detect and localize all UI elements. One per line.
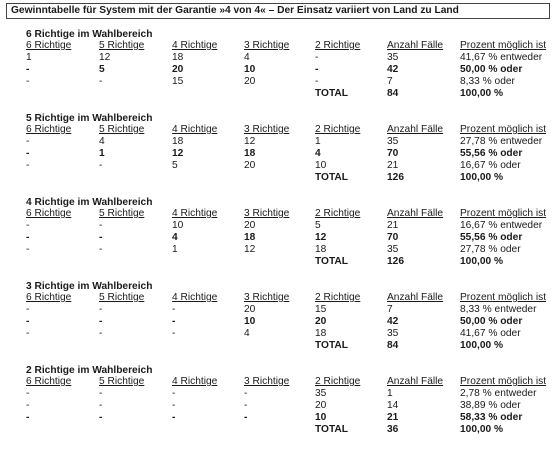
- cell: 4: [315, 148, 321, 159]
- cell: -: [26, 244, 30, 255]
- cell: 8,33 % oder: [460, 76, 515, 87]
- cell: 20: [244, 160, 256, 171]
- cell: 2,78 % entweder: [460, 388, 537, 399]
- cell: 20: [172, 64, 184, 75]
- header-5-richtige: 5 Richtige: [99, 124, 145, 135]
- cell: 1: [26, 52, 32, 63]
- cell: 70: [387, 148, 399, 159]
- cell: 42: [387, 316, 399, 327]
- cell: 15: [172, 76, 184, 87]
- header-prozent: Prozent möglich ist: [460, 208, 547, 219]
- header-4-richtige: 4 Richtige: [172, 292, 218, 303]
- total-row: [0, 88, 558, 100]
- cell: 35: [387, 244, 399, 255]
- cell: -: [172, 400, 176, 411]
- cell: 50,00 % oder: [460, 64, 523, 75]
- cell: -: [244, 412, 248, 423]
- cell: 18: [315, 328, 327, 339]
- cell: 12: [315, 232, 327, 243]
- cell: -: [99, 232, 103, 243]
- cell: -: [99, 160, 103, 171]
- cell: 4: [172, 232, 178, 243]
- page-title: Gewinntabelle für System mit der Garantie »4 von 4« – Der Einsatz variiert von Land zu Land: [6, 3, 550, 19]
- header-2-richtige: 2 Richtige: [315, 40, 361, 51]
- table-header: [0, 40, 558, 52]
- cell: -: [99, 388, 103, 399]
- cell: 5: [99, 64, 105, 75]
- cell: -: [172, 412, 176, 423]
- header-anzahl-faelle: Anzahl Fälle: [387, 292, 444, 303]
- table-row: [0, 412, 558, 424]
- header-3-richtige: 3 Richtige: [244, 292, 290, 303]
- cell: 42: [387, 64, 399, 75]
- table-row: [0, 136, 558, 148]
- cell: 18: [172, 52, 184, 63]
- table-row: [0, 304, 558, 316]
- header-2-richtige: 2 Richtige: [315, 124, 361, 135]
- cell: -: [26, 328, 30, 339]
- cell: -: [99, 316, 103, 327]
- section-title: 3 Richtige im Wahlbereich: [26, 281, 153, 292]
- cell: 35: [387, 136, 399, 147]
- header-prozent: Prozent möglich ist: [460, 124, 547, 135]
- cell: 10: [244, 64, 256, 75]
- header-2-richtige: 2 Richtige: [315, 208, 361, 219]
- cell: 7: [387, 304, 393, 315]
- header-6-richtige: 6 Richtige: [26, 208, 72, 219]
- total-row: [0, 172, 558, 184]
- total-count: 126: [387, 256, 404, 267]
- cell: 14: [387, 400, 399, 411]
- cell: -: [172, 388, 176, 399]
- cell: 20: [315, 316, 327, 327]
- total-percent: 100,00 %: [460, 340, 504, 351]
- header-prozent: Prozent möglich ist: [460, 40, 547, 51]
- header-3-richtige: 3 Richtige: [244, 376, 290, 387]
- header-3-richtige: 3 Richtige: [244, 124, 290, 135]
- cell: -: [99, 328, 103, 339]
- cell: 21: [387, 220, 399, 231]
- section-title: 2 Richtige im Wahlbereich: [26, 365, 153, 376]
- section-title: 5 Richtige im Wahlbereich: [26, 113, 153, 124]
- total-row: [0, 256, 558, 268]
- cell: 41,67 % entweder: [460, 52, 543, 63]
- cell: 20: [244, 220, 256, 231]
- total-percent: 100,00 %: [460, 424, 504, 435]
- cell: -: [315, 76, 319, 87]
- cell: 20: [244, 304, 256, 315]
- table-row: [0, 388, 558, 400]
- header-5-richtige: 5 Richtige: [99, 292, 145, 303]
- cell: -: [172, 316, 176, 327]
- cell: 1: [172, 244, 178, 255]
- section-title: 4 Richtige im Wahlbereich: [26, 197, 153, 208]
- header-4-richtige: 4 Richtige: [172, 376, 218, 387]
- cell: -: [26, 64, 30, 75]
- cell: 8,33 % entweder: [460, 304, 537, 315]
- total-count: 36: [387, 424, 399, 435]
- cell: -: [26, 76, 30, 87]
- cell: -: [26, 220, 30, 231]
- cell: 10: [172, 220, 184, 231]
- total-percent: 100,00 %: [460, 172, 504, 183]
- cell: -: [26, 232, 30, 243]
- cell: -: [99, 304, 103, 315]
- header-anzahl-faelle: Anzahl Fälle: [387, 40, 444, 51]
- cell: 35: [315, 388, 327, 399]
- header-5-richtige: 5 Richtige: [99, 208, 145, 219]
- table-row: [0, 160, 558, 172]
- header-prozent: Prozent möglich ist: [460, 376, 547, 387]
- cell: 4: [99, 136, 105, 147]
- cell: 1: [315, 136, 321, 147]
- header-6-richtige: 6 Richtige: [26, 124, 72, 135]
- header-anzahl-faelle: Anzahl Fälle: [387, 124, 444, 135]
- cell: -: [315, 52, 319, 63]
- table-header: [0, 376, 558, 388]
- cell: 15: [315, 304, 327, 315]
- cell: 35: [387, 328, 399, 339]
- cell: -: [26, 316, 30, 327]
- cell: 27,78 % entweder: [460, 136, 543, 147]
- section-title: 6 Richtige im Wahlbereich: [26, 29, 153, 40]
- cell: 58,33 % oder: [460, 412, 523, 423]
- cell: 12: [244, 136, 256, 147]
- total-count: 126: [387, 172, 404, 183]
- cell: 41,67 % oder: [460, 328, 521, 339]
- table-row: [0, 220, 558, 232]
- cell: 4: [244, 52, 250, 63]
- cell: -: [99, 400, 103, 411]
- table-row: [0, 64, 558, 76]
- cell: -: [99, 220, 103, 231]
- header-2-richtige: 2 Richtige: [315, 376, 361, 387]
- cell: 12: [99, 52, 111, 63]
- table-row: [0, 400, 558, 412]
- cell: 70: [387, 232, 399, 243]
- header-prozent: Prozent möglich ist: [460, 292, 547, 303]
- cell: 16,67 % entweder: [460, 220, 543, 231]
- cell: -: [99, 244, 103, 255]
- header-4-richtige: 4 Richtige: [172, 208, 218, 219]
- header-6-richtige: 6 Richtige: [26, 376, 72, 387]
- cell: -: [99, 412, 103, 423]
- cell: -: [172, 304, 176, 315]
- total-label: TOTAL: [315, 340, 349, 351]
- table-row: [0, 244, 558, 256]
- header-anzahl-faelle: Anzahl Fälle: [387, 376, 444, 387]
- header-6-richtige: 6 Richtige: [26, 40, 72, 51]
- cell: 7: [387, 76, 393, 87]
- header-6-richtige: 6 Richtige: [26, 292, 72, 303]
- cell: 1: [387, 388, 393, 399]
- cell: 18: [172, 136, 184, 147]
- cell: -: [26, 304, 30, 315]
- table-row: [0, 328, 558, 340]
- table-header: [0, 124, 558, 136]
- header-3-richtige: 3 Richtige: [244, 208, 290, 219]
- table-row: [0, 232, 558, 244]
- header-4-richtige: 4 Richtige: [172, 40, 218, 51]
- cell: 35: [387, 52, 399, 63]
- cell: 21: [387, 412, 399, 423]
- cell: -: [26, 160, 30, 171]
- total-label: TOTAL: [315, 424, 349, 435]
- cell: 10: [244, 316, 256, 327]
- cell: -: [26, 412, 30, 423]
- total-label: TOTAL: [315, 256, 349, 267]
- cell: 18: [244, 232, 256, 243]
- header-4-richtige: 4 Richtige: [172, 124, 218, 135]
- cell: 27,78 % oder: [460, 244, 521, 255]
- total-count: 84: [387, 340, 399, 351]
- cell: 10: [315, 412, 327, 423]
- cell: 18: [315, 244, 327, 255]
- cell: 4: [244, 328, 250, 339]
- table-row: [0, 148, 558, 160]
- cell: 12: [244, 244, 256, 255]
- cell: 55,56 % oder: [460, 232, 523, 243]
- cell: 5: [172, 160, 178, 171]
- total-row: [0, 340, 558, 352]
- cell: 55,56 % oder: [460, 148, 523, 159]
- table-header: [0, 208, 558, 220]
- cell: 10: [315, 160, 327, 171]
- cell: 21: [387, 160, 399, 171]
- cell: -: [315, 64, 319, 75]
- total-label: TOTAL: [315, 172, 349, 183]
- cell: 38,89 % oder: [460, 400, 521, 411]
- cell: -: [26, 400, 30, 411]
- table-row: [0, 316, 558, 328]
- table-row: [0, 52, 558, 64]
- table-row: [0, 76, 558, 88]
- cell: 18: [244, 148, 256, 159]
- cell: -: [244, 400, 248, 411]
- cell: 12: [172, 148, 184, 159]
- total-count: 84: [387, 88, 399, 99]
- cell: 5: [315, 220, 321, 231]
- cell: -: [99, 76, 103, 87]
- cell: -: [26, 136, 30, 147]
- total-label: TOTAL: [315, 88, 349, 99]
- cell: -: [26, 388, 30, 399]
- total-percent: 100,00 %: [460, 88, 504, 99]
- total-percent: 100,00 %: [460, 256, 504, 267]
- cell: -: [244, 388, 248, 399]
- cell: 20: [315, 400, 327, 411]
- header-5-richtige: 5 Richtige: [99, 40, 145, 51]
- cell: 20: [244, 76, 256, 87]
- cell: -: [172, 328, 176, 339]
- table-header: [0, 292, 558, 304]
- header-5-richtige: 5 Richtige: [99, 376, 145, 387]
- header-2-richtige: 2 Richtige: [315, 292, 361, 303]
- cell: 1: [99, 148, 105, 159]
- cell: 50,00 % oder: [460, 316, 523, 327]
- cell: -: [26, 148, 30, 159]
- total-row: [0, 424, 558, 436]
- cell: 16,67 % oder: [460, 160, 521, 171]
- header-anzahl-faelle: Anzahl Fälle: [387, 208, 444, 219]
- header-3-richtige: 3 Richtige: [244, 40, 290, 51]
